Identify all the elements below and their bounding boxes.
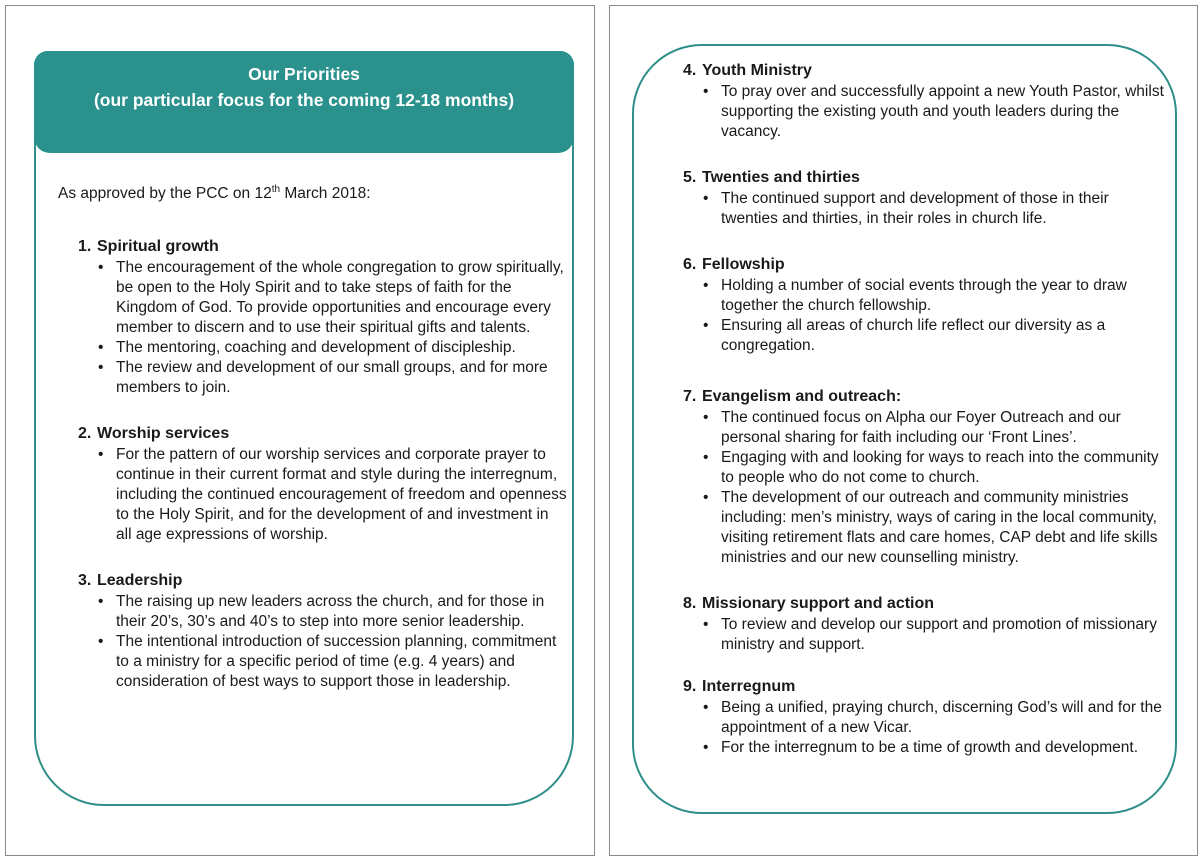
section-2 <box>78 424 568 545</box>
bullet-icon: • <box>703 449 709 466</box>
section-number: 3. <box>78 572 92 589</box>
section-1 <box>78 237 568 398</box>
section-number: 8. <box>683 595 697 612</box>
section-heading <box>683 61 1168 80</box>
bullet-list <box>78 445 568 545</box>
section-heading <box>78 237 568 256</box>
bullet-list <box>683 276 1168 356</box>
list-item <box>683 698 1168 738</box>
bullet-icon: • <box>703 489 709 506</box>
bullet-icon: • <box>98 446 104 463</box>
list-item <box>683 615 1168 655</box>
section-heading <box>683 168 1168 187</box>
list-item-text: Engaging with and looking for ways to reach into the community to people who do not come to church. <box>721 449 1159 486</box>
section-title: Twenties and thirties <box>702 169 860 186</box>
bullet-icon: • <box>98 259 104 276</box>
left-content <box>58 184 568 692</box>
right-page <box>609 5 1198 856</box>
list-item-text: The encouragement of the whole congregation to grow spiritually, be open to the Holy Spirit and to take steps of faith for the Kingdom of God. To provide opportunities and encourage every member to discern and to use their spiritual gifts and talents. <box>116 259 564 336</box>
priorities-banner <box>34 51 574 153</box>
bullet-icon: • <box>98 359 104 376</box>
bullet-icon: • <box>98 633 104 650</box>
bullet-icon: • <box>98 339 104 356</box>
bullet-list <box>78 258 568 398</box>
bullet-list <box>683 408 1168 568</box>
section-heading <box>78 424 568 443</box>
section-heading <box>683 387 1168 406</box>
approval-suffix: March 2018: <box>280 185 371 202</box>
bullet-list <box>78 592 568 692</box>
list-item-text: The mentoring, coaching and development of discipleship. <box>116 339 516 356</box>
bullet-icon: • <box>703 83 709 100</box>
approval-note <box>58 184 568 204</box>
list-item-text: Being a unified, praying church, discerning God’s will and for the appointment of a new Vicar. <box>721 699 1162 736</box>
section-5 <box>683 168 1168 229</box>
list-item <box>78 445 568 545</box>
section-3 <box>78 571 568 692</box>
list-item <box>683 408 1168 448</box>
section-heading <box>683 594 1168 613</box>
section-title: Spiritual growth <box>97 238 219 255</box>
banner-title: Our Priorities <box>248 64 360 84</box>
approval-superscript: th <box>271 183 281 195</box>
list-item-text: For the interregnum to be a time of growth and development. <box>721 739 1139 756</box>
section-number: 1. <box>78 238 92 255</box>
list-item <box>683 189 1168 229</box>
section-7 <box>683 387 1168 568</box>
section-heading <box>683 255 1168 274</box>
list-item-text: Holding a number of social events through the year to draw together the church fellowship. <box>721 277 1127 314</box>
list-item-text: The review and development of our small groups, and for more members to join. <box>116 359 548 396</box>
bullet-list <box>683 82 1168 142</box>
list-item-text: To pray over and successfully appoint a new Youth Pastor, whilst supporting the existing youth and youth leaders during the vacancy. <box>721 83 1164 140</box>
list-item <box>683 316 1168 356</box>
section-number: 5. <box>683 169 697 186</box>
list-item <box>683 448 1168 488</box>
section-number: 9. <box>683 678 697 695</box>
section-8 <box>683 594 1168 655</box>
list-item <box>683 82 1168 142</box>
list-item <box>78 358 568 398</box>
bullet-list <box>683 615 1168 655</box>
section-title: Fellowship <box>702 256 785 273</box>
left-page <box>5 5 595 856</box>
list-item <box>78 338 568 358</box>
list-item-text: The continued support and development of those in their twenties and thirties, in their roles in church life. <box>721 190 1109 227</box>
list-item-text: To review and develop our support and promotion of missionary ministry and support. <box>721 616 1157 653</box>
section-title: Leadership <box>97 572 183 589</box>
right-content <box>683 61 1168 758</box>
section-number: 6. <box>683 256 697 273</box>
section-heading <box>78 571 568 590</box>
bullet-icon: • <box>703 409 709 426</box>
list-item-text: The development of our outreach and community ministries including: men’s ministry, ways of caring in the local community, visiting retirement flats and care homes, CAP debt and life skills ministries and our new counselling ministry. <box>721 489 1158 566</box>
bullet-icon: • <box>703 277 709 294</box>
list-item-text: The continued focus on Alpha our Foyer Outreach and our personal sharing for faith including our ‘Front Lines’. <box>721 409 1121 446</box>
bullet-icon: • <box>703 699 709 716</box>
list-item <box>683 276 1168 316</box>
section-title: Missionary support and action <box>702 595 935 612</box>
section-title: Youth Ministry <box>702 62 812 79</box>
section-number: 4. <box>683 62 697 79</box>
section-title: Interregnum <box>702 678 796 695</box>
list-item <box>78 258 568 338</box>
list-item-text: The raising up new leaders across the church, and for those in their 20’s, 30’s and 40’s to step into more senior leadership. <box>116 593 545 630</box>
bullet-icon: • <box>703 616 709 633</box>
list-item-text: The intentional introduction of succession planning, commitment to a ministry for a specific period of time (e.g. 4 years) and consideration of best ways to support those in leadership. <box>116 633 557 690</box>
approval-prefix: As approved by the PCC on 12 <box>58 185 272 202</box>
section-number: 7. <box>683 388 697 405</box>
section-title: Worship services <box>97 425 230 442</box>
section-heading <box>683 677 1168 696</box>
section-number: 2. <box>78 425 92 442</box>
bullet-icon: • <box>703 190 709 207</box>
bullet-list <box>683 189 1168 229</box>
list-item-text: Ensuring all areas of church life reflect our diversity as a congregation. <box>721 317 1106 354</box>
section-title: Evangelism and outreach: <box>702 388 902 405</box>
bullet-icon: • <box>703 317 709 334</box>
list-item <box>78 592 568 632</box>
bullet-icon: • <box>98 593 104 610</box>
bullet-icon: • <box>703 739 709 756</box>
section-9 <box>683 677 1168 758</box>
banner-subtitle: (our particular focus for the coming 12-18 months) <box>93 90 515 110</box>
list-item-text: For the pattern of our worship services and corporate prayer to continue in their current format and style during the interregnum, including the continued encouragement of freedom and openness to the Holy Spirit, and for the development of and investment in all age expressions of worship. <box>116 446 567 543</box>
section-4 <box>683 61 1168 142</box>
bullet-list <box>683 698 1168 758</box>
section-6 <box>683 255 1168 356</box>
list-item <box>78 632 568 692</box>
list-item <box>683 738 1168 758</box>
list-item <box>683 488 1168 568</box>
